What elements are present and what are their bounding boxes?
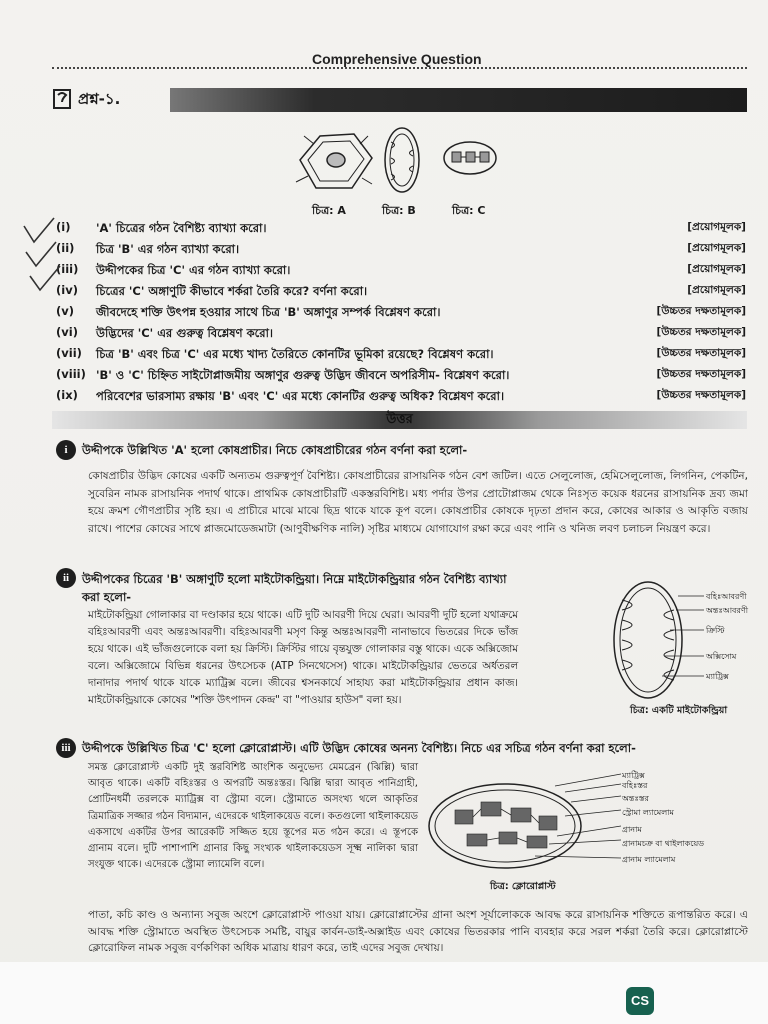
answer-ii-body: মাইটোকন্ড্রিয়া গোলাকার বা দণ্ডাকার হয়ে থাকে। এটি দুটি আবরণী দিয়ে ঘেরা। আবরণী দুটি হলো যথাক্রমে বহিঃআবরণী এবং অন্তঃআবরণী। বহিঃআবরণী মসৃণ কিন্তু অন্তঃআবরণী নানাভাবে ভিতরের দিকে ভাঁজ হয়ে থাকে। এই ভাঁজগুলোকে বলা হয় ক্রিস্টি। ক্রিস্টির গায়ে বৃন্তযুক্ত গোলাকার বস্তু থাকে। একে অক্সিজোম বলে। অক্সিজোমে বিভিন্ন ধরনের উৎসেচক (ATP সিনথেসেস) থাকে। মাইটোকন্ড্রিয়ার ভেতরে অর্ধতরল দানাদার পদার্থ থাকে যাকে ম্যাট্রিক্স বলে। জীবের শ্বসনকার্যে সাহায্য করা মাইটোকন্ড্রিয়ার প্রধান কাজ। মাইটোকন্ড্রিয়াকে কোষের "শক্তি উৎপাদন কেন্দ্র" বা "পাওয়ার হাউস" বলা হয়। [88, 609, 518, 706]
answer-iii-heading: উদ্দীপকে উল্লিখিত চিত্র 'C' হলো ক্লোরোপ্লাস্ট। এটি উদ্ভিদ কোষের অনন্য বৈশিষ্ট্য। নিচে এর সচিত্র গঠন বর্ণনা করা হলো- [82, 741, 636, 755]
question-list [56, 220, 746, 409]
answer-badge-i: i [56, 440, 76, 460]
answer-i-body: কোষপ্রাচীর উদ্ভিদ কোষের একটি অন্যতম গুরুত্বপূর্ণ বৈশিষ্ট্য। কোষপ্রাচীরের রাসায়নিক গঠন বেশ জটিল। এতে সেলুলোজ, হেমিসেলুলোজ, লিগনিন, পেকটিন, সুবেরিন নামক রাসায়নিক পদার্থ থাকে। প্রাথমিক কোষপ্রাচীরটি একস্তরবিশিষ্ট। মধ্য পর্দার উপর প্রোটোপ্লাজম থেকে নিঃসৃত কয়েক ধরনের রাসায়নিক দ্রব্য জমা হয়ে ক্রমশ গৌণপ্রাচীর সৃষ্টি হয়। এ প্রাচীরে মাঝে মাঝে ছিদ্র থাকে যাকে কূপ বলে। কোষপ্রাচীর কোষকে দৃঢ়তা প্রদান করে, কোষের আকার ও আকৃতি বজায় রাখে। পাশের কোষের সাথে প্লাজমোডেজমাটা (আণুবীক্ষণিক নালি) সৃষ্টির মাধ্যমে যোগাযোগ রক্ষা করে এবং পানি ও খনিজ লবণ চলাচল নিয়ন্ত্রণ করে। [88, 470, 748, 535]
figure-c-caption: চিত্র: C [452, 204, 486, 217]
chloro-label-thylakoid: গ্রানামচক্র বা থাইলাকয়েড [622, 839, 705, 848]
question-text: 'B' ও 'C' চিহ্নিত সাইটোপ্লাজমীয় অঙ্গাণুর গুরুত্ব উদ্ভিদ জীবনে অপরিসীম- বিশ্লেষণ করো। [96, 368, 510, 382]
question-banner-bar [170, 88, 747, 112]
question-figures [290, 122, 510, 217]
question-number: (ii) [56, 241, 75, 255]
chloro-label-stroma-lamellum: স্ট্রোমা ল্যামেলাম [622, 808, 674, 817]
handwritten-check-marks [20, 216, 80, 306]
question-icon [52, 88, 74, 112]
question-item [56, 346, 746, 367]
question-number: (vi) [56, 325, 78, 339]
question-number: (i) [56, 220, 71, 234]
mito-label-cristae: ক্রিস্টি [706, 626, 725, 635]
question-banner [52, 86, 747, 114]
question-tag: [উচ্চতর দক্ষতামূলক] [656, 305, 746, 317]
question-tag: [উচ্চতর দক্ষতামূলক] [656, 347, 746, 359]
question-text: চিত্র 'B' এর গঠন ব্যাখ্যা করো। [96, 242, 240, 256]
mito-label-oxysome: অক্সিসোম [706, 652, 737, 661]
chloro-label-inner-layer: অন্তঃস্তর [622, 794, 649, 803]
question-item [56, 325, 746, 346]
question-tag: [প্রয়োগমূলক] [687, 221, 746, 233]
figure-a-caption: চিত্র: A [312, 204, 346, 217]
answer-i-heading: উদ্দীপকে উল্লিখিত 'A' হলো কোষপ্রাচীর। নিচে কোষপ্রাচীরের গঠন বর্ণনা করা হলো- [82, 443, 468, 457]
question-number: (ix) [56, 388, 78, 402]
page-title: Comprehensive Question [312, 51, 482, 67]
question-text: চিত্রের 'C' অঙ্গাণুটি কীভাবে শর্করা তৈরি করে? বর্ণনা করো। [96, 284, 368, 298]
question-text: 'A' চিত্রের গঠন বৈশিষ্ট্য ব্যাখ্যা করো। [96, 221, 267, 235]
question-item [56, 220, 746, 241]
mito-label-inner-membrane: অন্তঃআবরণী [706, 606, 749, 615]
chloro-label-outer-layer: বহিঃস্তর [622, 781, 648, 790]
question-text: চিত্র 'B' এবং চিত্র 'C' এর মধ্যে খাদ্য তৈরিতে কোনটির ভূমিকা রয়েছে? বিশ্লেষণ করো। [96, 347, 494, 361]
figure-b-caption: চিত্র: B [382, 204, 416, 217]
question-number: (viii) [56, 367, 86, 381]
answer-iii-body: সমস্ত ক্লোরোপ্লাস্ট একটি দুই স্তরবিশিষ্ট আংশিক অনুভেদ্য মেমব্রেন (ঝিল্লি) দ্বারা আবৃত থাকে। একটি বহিঃস্তর ও অপরটি অন্তঃস্তর। ঝিল্লি দ্বারা আবৃত পানিগ্রাহী, প্রোটিনধর্মী তরলকে ম্যাট্রিক্স বা স্ট্রোমা বলে। স্ট্রোমাতে অসংখ্য থলে আকৃতির ত্রিমাত্রিক সজ্জার গঠন বিদ্যমান, এদেরকে থাইলাকয়েড বলে। কতগুলো থাইলাকয়েড একসাথে একটির উপর আরেকটি সজ্জিত হয়ে স্তূপের মত গঠন করে। এ স্তূপকে গ্রানাম বলে। দুটি পাশাপাশি গ্রানার কিছু সংখ্যক থাইলাকয়েডস সূক্ষ্ম নালিকা দ্বারা সংযুক্ত থাকে। এদেরকে স্ট্রোমা ল্যামেলি বলে। [88, 762, 418, 871]
question-number: (iv) [56, 283, 78, 297]
question-text: জীবদেহে শক্তি উৎপন্ন হওয়ার সাথে চিত্র 'B' অঙ্গাণুর সম্পর্ক বিশ্লেষণ করো। [96, 305, 441, 319]
camscanner-logo: CS [626, 987, 654, 1015]
question-text: উদ্দীপকের চিত্র 'C' এর গঠন ব্যাখ্যা করো। [96, 263, 291, 277]
answer-badge-iii: iii [56, 738, 76, 758]
question-item [56, 262, 746, 283]
question-item [56, 304, 746, 325]
question-tag: [উচ্চতর দক্ষতামূলক] [656, 368, 746, 380]
question-tag: [উচ্চতর দক্ষতামূলক] [656, 326, 746, 338]
question-number: (iii) [56, 262, 79, 276]
question-text: পরিবেশের ভারসাম্য রক্ষায় 'B' এবং 'C' এর মধ্যে কোনটির গুরুত্ব অধিক? বিশ্লেষণ করো। [96, 389, 505, 403]
question-text: উদ্ভিদের 'C' এর গুরুত্ব বিশ্লেষণ করো। [96, 326, 274, 340]
chloro-label-granum-lamellum: গ্রানাম ল্যামেলাম [622, 855, 676, 864]
question-number: (vii) [56, 346, 82, 360]
question-item [56, 241, 746, 262]
answer-banner [52, 411, 747, 429]
answer-iii-body-continued: পাতা, কচি কাণ্ড ও অন্যান্য সবুজ অংশে ক্লোরোপ্লাস্ট পাওয়া যায়। ক্লোরোপ্লাস্টের গ্রানা অংশ সূর্যালোককে আবদ্ধ করে রাসায়নিক শক্তিতে রূপান্তরিত করে। এ আবদ্ধ শক্তি স্ট্রোমাতে অবস্থিত উৎসেচক সমষ্টি, বায়ুর কার্বন-ডাই-অক্সাইড এবং কোষের ভিতরকার পানি ব্যবহার করে সরল শর্করা তৈরি করে। ক্লোরোপ্লাস্টে ক্লোরোফিল নামক সবুজ বর্ণকণিকা অধিক মাত্রায় ধারণ করে, তাই এদের সবুজ দেখায়। [88, 909, 748, 954]
answer-badge-ii: ii [56, 568, 76, 588]
mito-label-matrix: ম্যাট্রিক্স [706, 672, 729, 681]
question-tag: [প্রয়োগমূলক] [687, 242, 746, 254]
chloro-label-granum: গ্রানাম [622, 825, 642, 834]
question-tag: [উচ্চতর দক্ষতামূলক] [656, 389, 746, 401]
question-item [56, 283, 746, 304]
figure-c-chloroplast [444, 142, 496, 174]
mito-label-outer-membrane: বহিঃআবরণী [706, 592, 747, 601]
chloroplast-caption: চিত্র: ক্লোরোপ্লাস্ট [490, 881, 556, 892]
question-tag: [প্রয়োগমূলক] [687, 284, 746, 296]
question-item [56, 367, 746, 388]
question-label: প্রশ্ন-১. [78, 90, 121, 108]
figure-a-cell-wall [296, 134, 372, 188]
chloroplast-diagram [425, 770, 625, 880]
answer-ii-heading: উদ্দীপকের চিত্রের 'B' অঙ্গাণুটি হলো মাইটোকন্ড্রিয়া। নিম্নে মাইটোকন্ড্রিয়ার গঠন বৈশিষ্ট্য ব্যাখ্যা করা হলো- [82, 572, 507, 604]
figure-b-mitochondria [385, 128, 419, 192]
answer-heading: উত্তর [386, 412, 413, 427]
dotted-rule [52, 67, 747, 69]
question-number: (v) [56, 304, 75, 318]
mitochondria-caption: চিত্র: একটি মাইটোকন্ড্রিয়া [630, 705, 728, 716]
chloro-label-matrix: ম্যাট্রিক্স [622, 771, 645, 780]
question-item [56, 388, 746, 409]
question-tag: [প্রয়োগমূলক] [687, 263, 746, 275]
